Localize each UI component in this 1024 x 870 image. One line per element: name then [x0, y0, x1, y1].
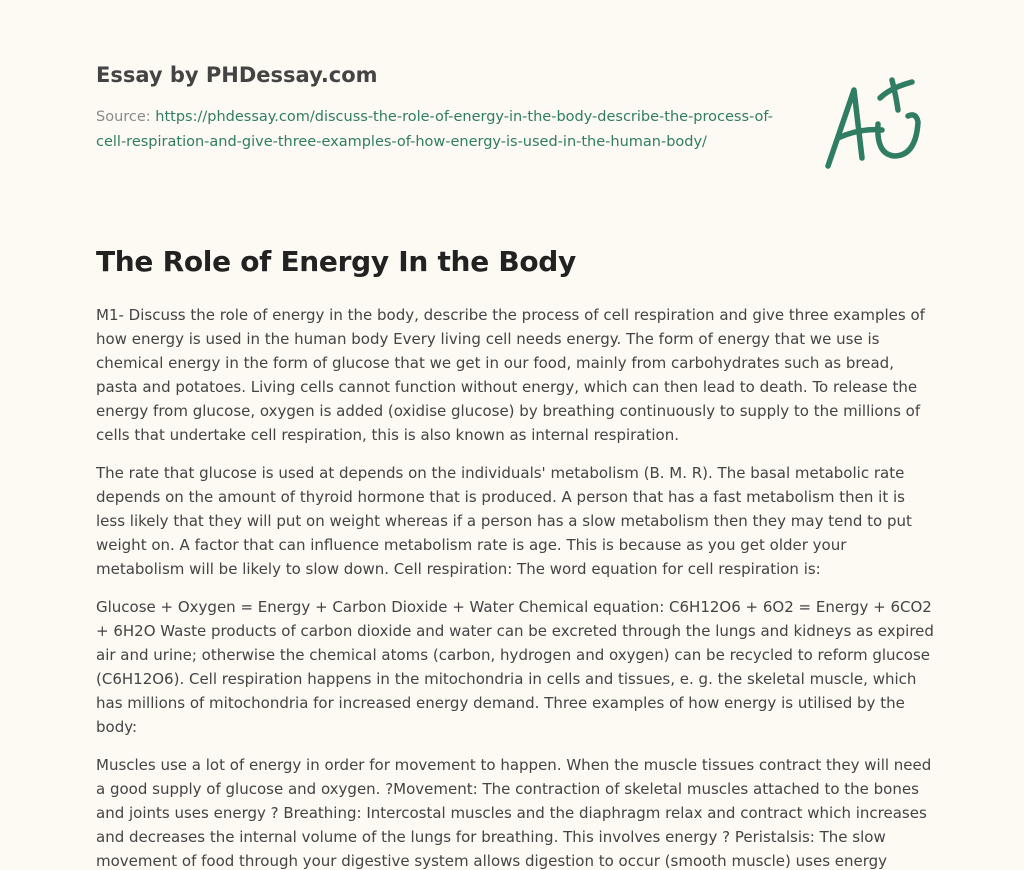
a-letter-left-stroke — [828, 90, 862, 166]
article-title: The Role of Energy In the Body — [96, 245, 577, 278]
article-paragraph-1: M1- Discuss the role of energy in the body, describe the process of cell respiration and give three examples of how energy is used in the human body Every living cell needs energy. The form of energy that we use is chemical energy in the form of glucose that we get in our food, mainly from carbohydrates such as bread, pasta and potatoes. Living cells cannot function without energy, which can then lead to death. To release the energy from glucose, oxygen is added (oxidise glucose) by breathing continuously to supply to the millions of cells that undertake cell respiration, this is also known as internal respiration. — [96, 306, 925, 444]
page-header — [96, 58, 776, 154]
article-paragraph-4: Muscles use a lot of energy in order for movement to happen. When the muscle tissues contract they will need a good supply of glucose and oxygen. ?Movement: The contraction of skeletal muscles attached to the bones and joints uses energy ? Breathing: Intercostal muscles and the diaphragm relax and contract which increases and decreases the internal volume of the lungs for breathing. This involves energy ? Peristalsis: The slow movement of food through your digestive system allows digestion to occur (smooth muscle) uses energy — [96, 756, 932, 870]
article-paragraph-3: Glucose + Oxygen = Energy + Carbon Dioxide + Water Chemical equation: C6H12O6 + 6O2 = Energy + 6CO2 + 6H2O Waste products of carbon dioxide and water can be excreted through the lungs and kidneys as expired air and urine; otherwise the chemical atoms (carbon, hydrogen and oxygen) can be recycled to reform glucose (C6H12O6). Cell respiration happens in the mitochondria in cells and tissues, e. g. the skeletal muscle, which has millions of mitochondria for increased energy demand. Three examples of how energy is utilised by the body: — [96, 598, 934, 736]
source-line — [96, 105, 776, 154]
u-curve-stroke — [878, 115, 918, 156]
article-paragraph-2: The rate that glucose is used at depends on the individuals' metabolism (B. M. R). The basal metabolic rate depends on the amount of thyroid hormone that is produced. A person that has a fast metabolism then it is less likely that they will put on weight whereas if a person has a slow metabolism then they may tend to put weight on. A factor that can influence metabolism rate is age. This is because as you get older your metabolism will be likely to slow down. Cell respiration: The word equation for cell respiration is: — [96, 464, 912, 578]
site-title: Essay by PHDessay.com — [96, 63, 378, 87]
source-label: Source: — [96, 109, 151, 125]
article — [96, 242, 934, 870]
source-link[interactable]: https://phdessay.com/discuss-the-role-of-energy-in-the-body-describe-the-process-of-cell-respiration-and-give-three-examples-of-how-energy-is-used-in-the-human-body/ — [96, 109, 773, 150]
a-plus-grade-icon — [820, 76, 930, 176]
a-plus-logo-svg — [820, 76, 930, 176]
